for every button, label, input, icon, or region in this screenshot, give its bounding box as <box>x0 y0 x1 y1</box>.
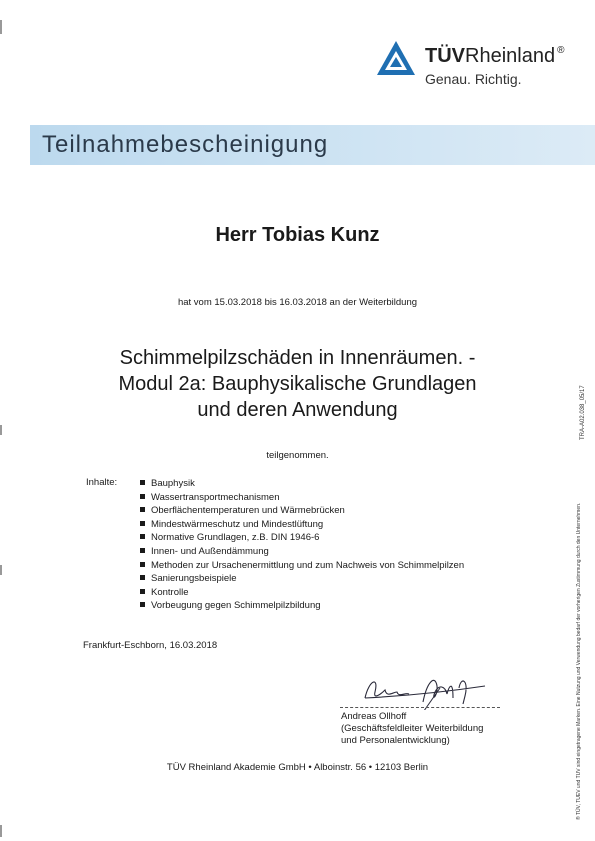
bullet-icon <box>140 480 145 485</box>
tuv-logo <box>370 40 585 92</box>
contents-list <box>140 477 464 613</box>
list-item: Oberflächentemperaturen und Wärmebrücken <box>140 504 464 518</box>
brand-name <box>425 45 564 68</box>
footer-address: TÜV Rheinland Akademie GmbH • Alboinstr. 56 • 12103 Berlin <box>166 762 429 773</box>
triangle-logo-icon <box>376 40 416 76</box>
list-item: Vorbeugung gegen Schimmelpilzbildung <box>140 599 464 613</box>
document-title: Teilnahmebescheinigung <box>42 131 329 158</box>
bullet-icon <box>140 562 145 567</box>
bullet-icon <box>140 494 145 499</box>
brand-tagline: Genau. Richtig. <box>425 71 522 87</box>
bullet-icon <box>140 575 145 580</box>
signature-line <box>340 707 500 708</box>
scan-mark <box>0 565 2 575</box>
scan-mark <box>0 425 2 435</box>
side-document-code <box>574 360 588 440</box>
place-date: Frankfurt-Eschborn, 16.03.2018 <box>83 640 218 651</box>
scan-mark <box>0 825 2 837</box>
list-item: Sanierungsbeispiele <box>140 572 464 586</box>
course-title <box>40 345 555 423</box>
course-title-line: Modul 2a: Bauphysikalische Grundlagen <box>118 373 477 395</box>
list-item: Wassertransportmechanismen <box>140 491 464 505</box>
list-item: Innen- und Außendämmung <box>140 545 464 559</box>
bullet-icon <box>140 589 145 594</box>
bullet-icon <box>140 602 145 607</box>
signature-image <box>335 668 505 710</box>
list-item: Kontrolle <box>140 586 464 600</box>
side-trademark-note <box>570 440 584 820</box>
signatory-name: Andreas Ollhoff <box>341 711 407 722</box>
list-item: Bauphysik <box>140 477 464 491</box>
trademark-note-text: ® TÜV, TUEV und TUV sind eingetragene Marken. Eine Nutzung und Verwendung bedarf der vorherigen Zustimmung durch den Unternehmen. <box>576 502 582 820</box>
brand-rest: Rheinland <box>465 45 556 67</box>
signatory-role: und Personalentwicklung) <box>341 735 450 746</box>
scan-mark <box>0 20 2 34</box>
bullet-icon <box>140 507 145 512</box>
signatory-role: (Geschäftsfeldleiter Weiterbildung <box>341 723 484 734</box>
contents-label: Inhalte: <box>86 477 118 488</box>
course-title-line: und deren Anwendung <box>197 399 398 421</box>
bullet-icon <box>140 521 145 526</box>
registered-mark: ® <box>557 45 565 56</box>
completion-text: teilgenommen. <box>266 450 329 461</box>
signatory <box>341 711 483 747</box>
list-item: Methoden zur Ursachenermittlung und zum Nachweis von Schimmelpilzen <box>140 559 464 573</box>
attendance-dates: hat vom 15.03.2018 bis 16.03.2018 an der Weiterbildung <box>177 297 418 308</box>
bullet-icon <box>140 534 145 539</box>
bullet-icon <box>140 548 145 553</box>
list-item: Normative Grundlagen, z.B. DIN 1946-6 <box>140 531 464 545</box>
title-band <box>30 125 595 165</box>
course-title-line: Schimmelpilzschäden in Innenräumen. - <box>119 347 476 369</box>
list-item: Mindestwärmeschutz und Mindestlüftung <box>140 518 464 532</box>
participant-name: Herr Tobias Kunz <box>215 224 380 246</box>
document-code-text: TRA-A02.038_05/17 <box>580 385 586 440</box>
brand-bold: TÜV <box>425 45 465 67</box>
